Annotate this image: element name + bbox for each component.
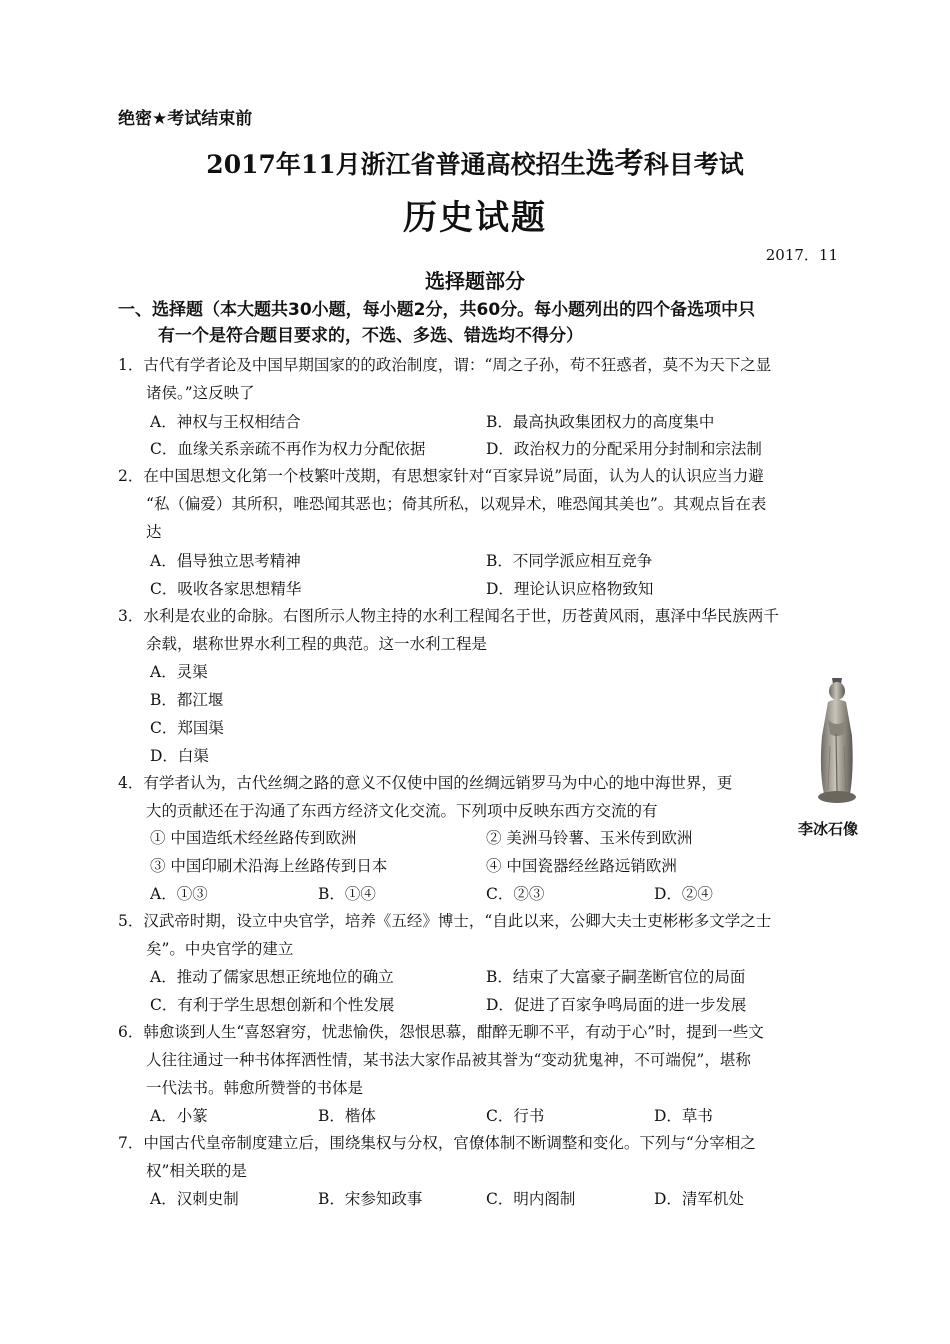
question-2-option-a: A．倡导独立思考精神: [150, 552, 301, 570]
question-5-option-b: B．结束了大富豪子嗣垄断官位的局面: [486, 968, 746, 986]
question-7-stem-line1: 7．中国古代皇帝制度建立后，围绕集权与分权，官僚体制不断调整和变化。下列与“分宰相之: [118, 1134, 756, 1152]
question-7-option-a: A．汉刺史制: [150, 1190, 239, 1208]
question-1-stem-line1: 1．古代有学者论及中国早期国家的的政治制度，谓：“周之子孙，苟不狂惑者，莫不为天下之显: [118, 356, 772, 374]
question-2-option-c: C．吸收各家思想精华: [150, 580, 302, 598]
question-1-option-c: C．血缘关系亲疏不再作为权力分配依据: [150, 440, 426, 458]
question-5-option-a: A．推动了儒家思想正统地位的确立: [150, 968, 394, 986]
question-6-option-b: B．楷体: [318, 1107, 376, 1125]
question-4-stem-line2: 大的贡献还在于沟通了东西方经济文化交流。下列项中反映东西方交流的有: [146, 802, 658, 820]
question-4-statement-1: ① 中国造纸术经丝路传到欧洲: [150, 829, 357, 847]
question-2-stem-line2: “私（偏爱）其所积，唯恐闻其恶也；倚其所私，以观异术，唯恐闻其美也”。其观点旨在表: [146, 495, 767, 513]
question-4-option-a: A．①③: [150, 885, 208, 903]
question-5-stem-line1: 5．汉武帝时期，设立中央官学，培养《五经》博士，“自此以来，公卿大夫士吏彬彬多文学之士: [118, 912, 772, 930]
section-heading-line1: 一、选择题（本大题共30小题，每小题2分，共60分。每小题列出的四个备选项中只: [118, 300, 756, 320]
figure-caption: 李冰石像: [798, 820, 859, 838]
question-2-stem-line3: 达: [146, 523, 162, 541]
question-6-option-c: C．行书: [486, 1107, 545, 1125]
question-3-option-a: A．灵渠: [150, 663, 208, 681]
section-heading-line2: 有一个是符合题目要求的，不选、多选、错选均不得分）: [158, 326, 583, 346]
exam-date: 2017．11: [765, 246, 838, 264]
question-4-stem-line1: 4．有学者认为，古代丝绸之路的意义不仅使中国的丝绸远销罗马为中心的地中海世界，更: [118, 774, 733, 792]
question-4-statement-3: ③ 中国印刷术沿海上丝路传到日本: [150, 857, 388, 875]
exam-title: [0, 141, 950, 182]
li-bing-statue-image: [806, 676, 868, 806]
question-4-statement-2: ② 美洲马铃薯、玉米传到欧洲: [486, 829, 693, 847]
part-title: 选择题部分: [425, 269, 525, 293]
question-6-option-d: D．草书: [654, 1107, 713, 1125]
question-6-stem-line1: 6．韩愈谈到人生“喜怒窘穷，忧悲愉佚，怨恨思慕，酣醉无聊不平，有动于心”时，提到一些文: [118, 1023, 764, 1041]
section-heading: [118, 297, 842, 349]
question-1-option-b: B．最高执政集团权力的高度集中: [486, 413, 715, 431]
question-3-stem-line1: 3．水利是农业的命脉。右图所示人物主持的水利工程闻名于世，历苍黄风雨，惠泽中华民族两千: [118, 607, 779, 625]
question-7-option-d: D．清军机处: [654, 1190, 744, 1208]
question-7-option-b: B．宋参知政事: [318, 1190, 423, 1208]
question-6-option-a: A．小篆: [150, 1107, 208, 1125]
question-6-stem-line2: 人往往通过一种书体挥洒性情，某书法大家作品被其誉为“变动犹鬼神，不可端倪”，堪称: [146, 1051, 751, 1069]
question-5-option-c: C．有利于学生思想创新和个性发展: [150, 996, 395, 1014]
question-2-stem-line1: 2．在中国思想文化第一个枝繁叶茂期，有思想家针对“百家异说”局面，认为人的认识应当力避: [118, 467, 764, 485]
question-3-option-b: B．都江堰: [150, 691, 224, 709]
question-1-option-a: A．神权与王权相结合: [150, 413, 301, 431]
question-7-stem-line2: 权”相关联的是: [146, 1162, 247, 1180]
question-4-statement-4: ④ 中国瓷器经丝路远销欧洲: [486, 857, 677, 875]
exam-title-part-a: 2017年11月浙江省普通高校招生: [206, 150, 586, 179]
question-1-stem-line2: 诸侯。”这反映了: [146, 384, 255, 402]
exam-title-part-c: 科目考试: [643, 150, 744, 179]
question-4-option-c: C．②③: [486, 885, 545, 903]
question-6-stem-line3: 一代法书。韩愈所赞誉的书体是: [146, 1079, 364, 1097]
exam-title-part-b: 选考: [585, 146, 644, 180]
question-7-option-c: C．明内阁制: [486, 1190, 576, 1208]
question-3-option-c: C．郑国渠: [150, 719, 224, 737]
question-2-option-b: B．不同学派应相互竞争: [486, 552, 653, 570]
question-3-stem-line2: 余载，堪称世界水利工程的典范。这一水利工程是: [146, 635, 488, 653]
question-5-stem-line2: 矣”。中央官学的建立: [146, 940, 294, 958]
confidential-label: 绝密★考试结束前: [118, 109, 253, 129]
question-4-option-d: D．②④: [654, 885, 713, 903]
question-3-option-d: D．白渠: [150, 747, 209, 765]
question-1-option-d: D．政治权力的分配采用分封制和宗法制: [486, 440, 762, 458]
question-5-option-d: D．促进了百家争鸣局面的进一步发展: [486, 996, 747, 1014]
question-2-option-d: D．理论认识应格物致知: [486, 580, 654, 598]
question-4-option-b: B．①④: [318, 885, 376, 903]
subject-title: 历史试题: [403, 198, 547, 238]
